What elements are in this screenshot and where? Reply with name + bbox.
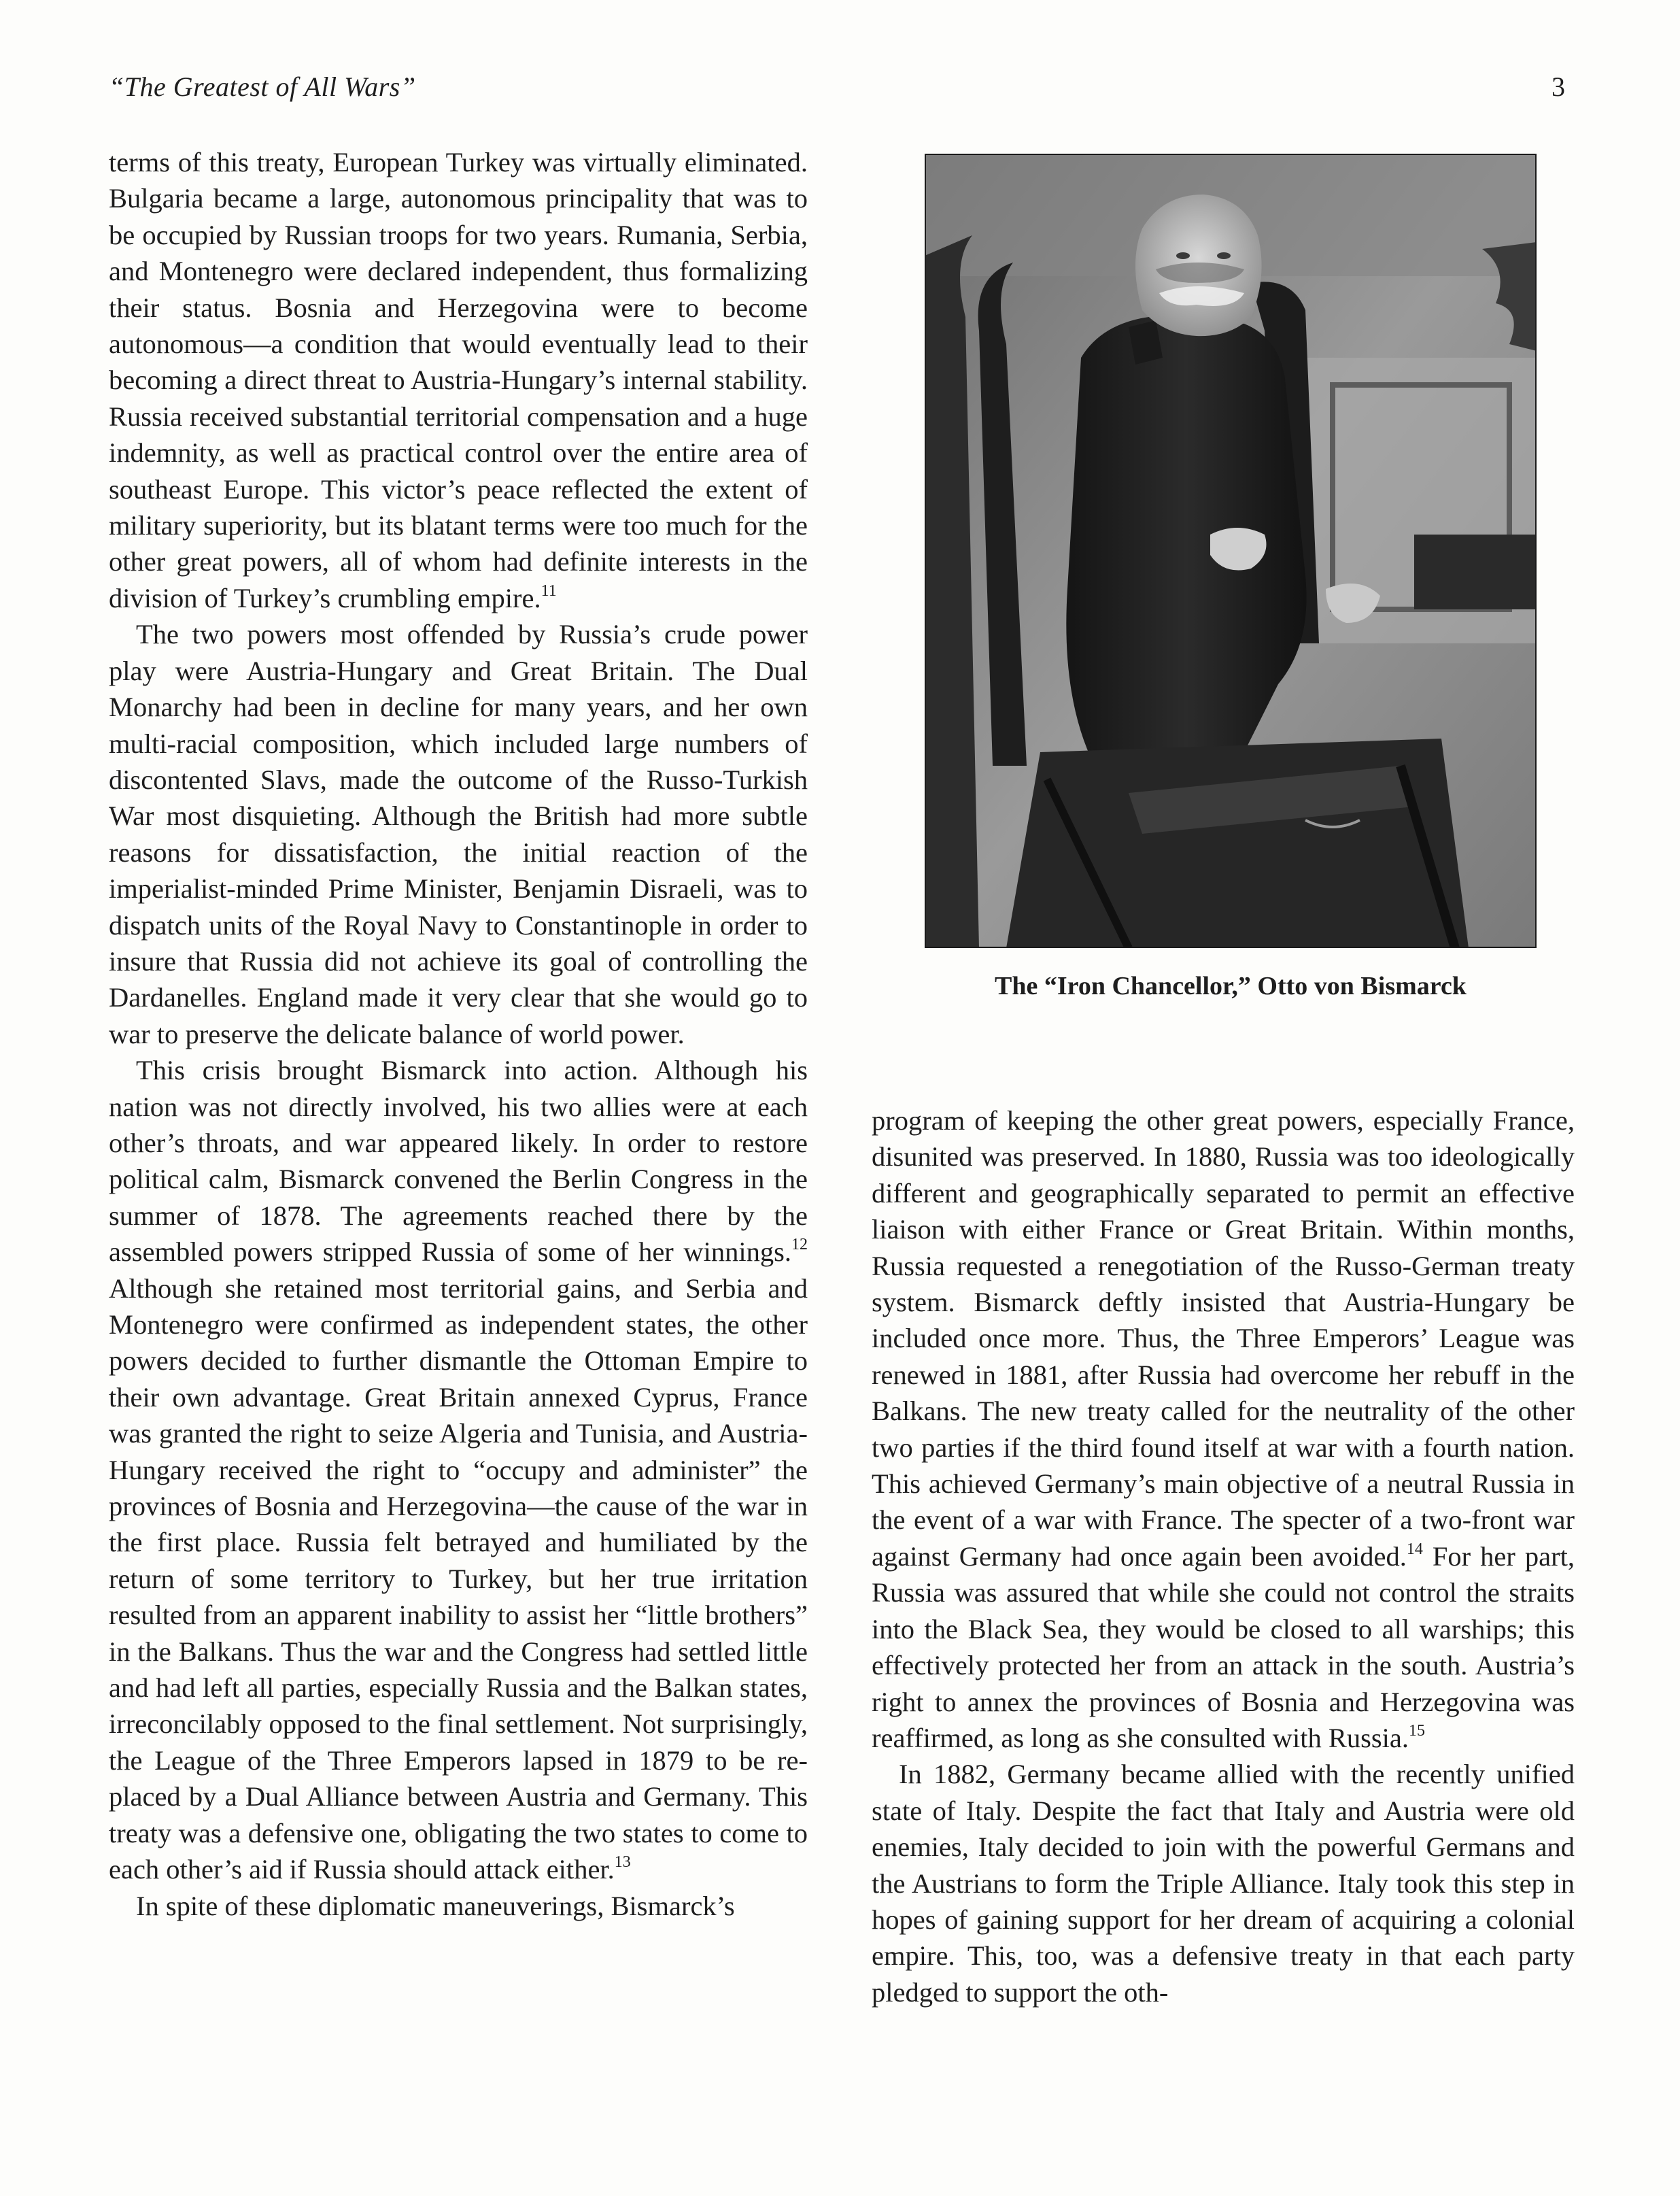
paragraph-text: terms of this treaty, European Turkey was virtually eliminated. Bulgaria became a large, autonomous principality that was to be occupied by Russian troops for two years. Rumania, Serbia, and Montenegro were declared independent, thus formalizing their status. Bosnia and Herzegovina were to become autonomous—a condition that would eventually lead to their becoming a direct threat to Austria-Hungary’s internal stability. Russia received substantial territorial compensation and a huge indemnity, as well as practical control over the entire area of southeast Europe. This victor’s peace reflected the extent of military superiority, but its blatant terms were too much for the other great powers, all of whom had definite interests in the division of Turkey’s crumbling empire. xyxy=(109,147,808,613)
paragraph: In 1882, Germany became allied with the recently unified state of Italy. Despite the fact that Italy and Austria were old enemies, Italy decided to join with the powerful Germans and the Austrians to form the Triple Alliance. Italy took this step in hopes of gaining support for her dream of acquiring a colonial empire. This, too, was a defensive treaty in that each party pledged to support the oth- xyxy=(872,1759,1575,2008)
running-header: “The Greatest of All Wars” xyxy=(109,71,416,102)
left-column xyxy=(109,144,808,1924)
footnote-ref: 12 xyxy=(791,1236,808,1254)
footnote-ref: 13 xyxy=(614,1853,631,1872)
footnote-ref: 14 xyxy=(1406,1540,1423,1558)
portrait-photo xyxy=(925,154,1537,948)
paragraph-text: program of keeping the other great powers, especially France, disunited was preserved. In 1880, Russia was too ideologically different and geographically separated to permit an effective liaison with either France or Great Britain. Within months, Russia requested a renegotiation of the Russo-German treaty system. Bismarck deftly insisted that Austria-Hungary be included once more. Thus, the Three Emperors’ League was renewed in 1881, after Russia had overcome her rebuff in the Balkans. The new treaty called for the neutrality of the other two parties if the third found itself at war with a fourth nation. This achieved Germany’s main objective of a neutral Russia in the event of a war with France. The specter of a two-front war against Germany had once again been avoided. xyxy=(872,1105,1575,1572)
paragraph: In spite of these diplomatic maneuverings, Bismarck’s xyxy=(136,1890,735,1921)
footnote-ref: 11 xyxy=(541,581,557,600)
paragraph-text: Although she retained most territorial gains, and Serbia and Montenegro were confirmed as independent states, the other powers decided to further dismantle the Ottoman Empire to their own advantage. Great Britain annexed Cyprus, France was granted the right to seize Algeria and Tunisia, and Austria-Hungary received the right to “occupy and administer” the provinces of Bosnia and Herzegovina—the cause of the war in the first place. Russia felt betrayed and humiliated by the return of some territory to Turkey, but her true irritation resulted from an apparent inability to assist her “little brothers” in the Balkans. Thus the war and the Congress had settled little and had left all parties, especially Russia and the Balkan states, irreconcilably opposed to the final settlement. Not surprisingly, the League of the Three Emperors lapsed in 1879 to be replaced by a Dual Alliance between Austria and Germany. This treaty was a defensive one, obligating the two states to come to each other’s aid if Russia should attack either. xyxy=(109,1272,808,1885)
figure-caption: The “Iron Chancellor,” Otto von Bismarck xyxy=(995,972,1467,1000)
paragraph: The two powers most offended by Russia’s crude power play were Austria-Hungary and Great Britain. The Dual Monarchy had been in decline for many years, and her own multi-racial composition, which included large numbers of discontented Slavs, made the outcome of the Russo-Turkish War most disquieting. Although the British had more subtle reasons for dissatisfaction, the initial reaction of the imperialist-minded Prime Minister, Benjamin Disraeli, was to dispatch units of the Royal Navy to Constantinople in order to insure that Russia did not achieve its goal of controlling the Dardanelles. England made it very clear that she would go to war to preserve the delicate balance of world power. xyxy=(109,619,808,1049)
paragraph-text: For her part, Russia was assured that while she could not control the straits into the Black Sea, they would be closed to all warships; this effectively protected her from an attack in the south. Austria’s right to annex the provinces of Bosnia and Herzegovina was reaffirmed, as long as she consulted with Russia. xyxy=(872,1540,1575,1753)
paragraph xyxy=(872,1102,1575,1756)
paragraph-text: This crisis brought Bismarck into action. Although his nation was not directly involved, his two allies were at each other’s throats, and war appeared likely. In order to restore political calm, Bismarck convened the Berlin Congress in the summer of 1878. The agreements reached there by the assembled powers stripped Russia of some of her winnings. xyxy=(109,1055,808,1268)
page-number: 3 xyxy=(1552,71,1565,102)
right-column xyxy=(872,1102,1575,2010)
paragraph xyxy=(109,144,808,616)
paragraph xyxy=(109,1052,808,1887)
bismarck-portrait-figure xyxy=(925,154,1537,948)
footnote-ref: 15 xyxy=(1408,1721,1425,1740)
